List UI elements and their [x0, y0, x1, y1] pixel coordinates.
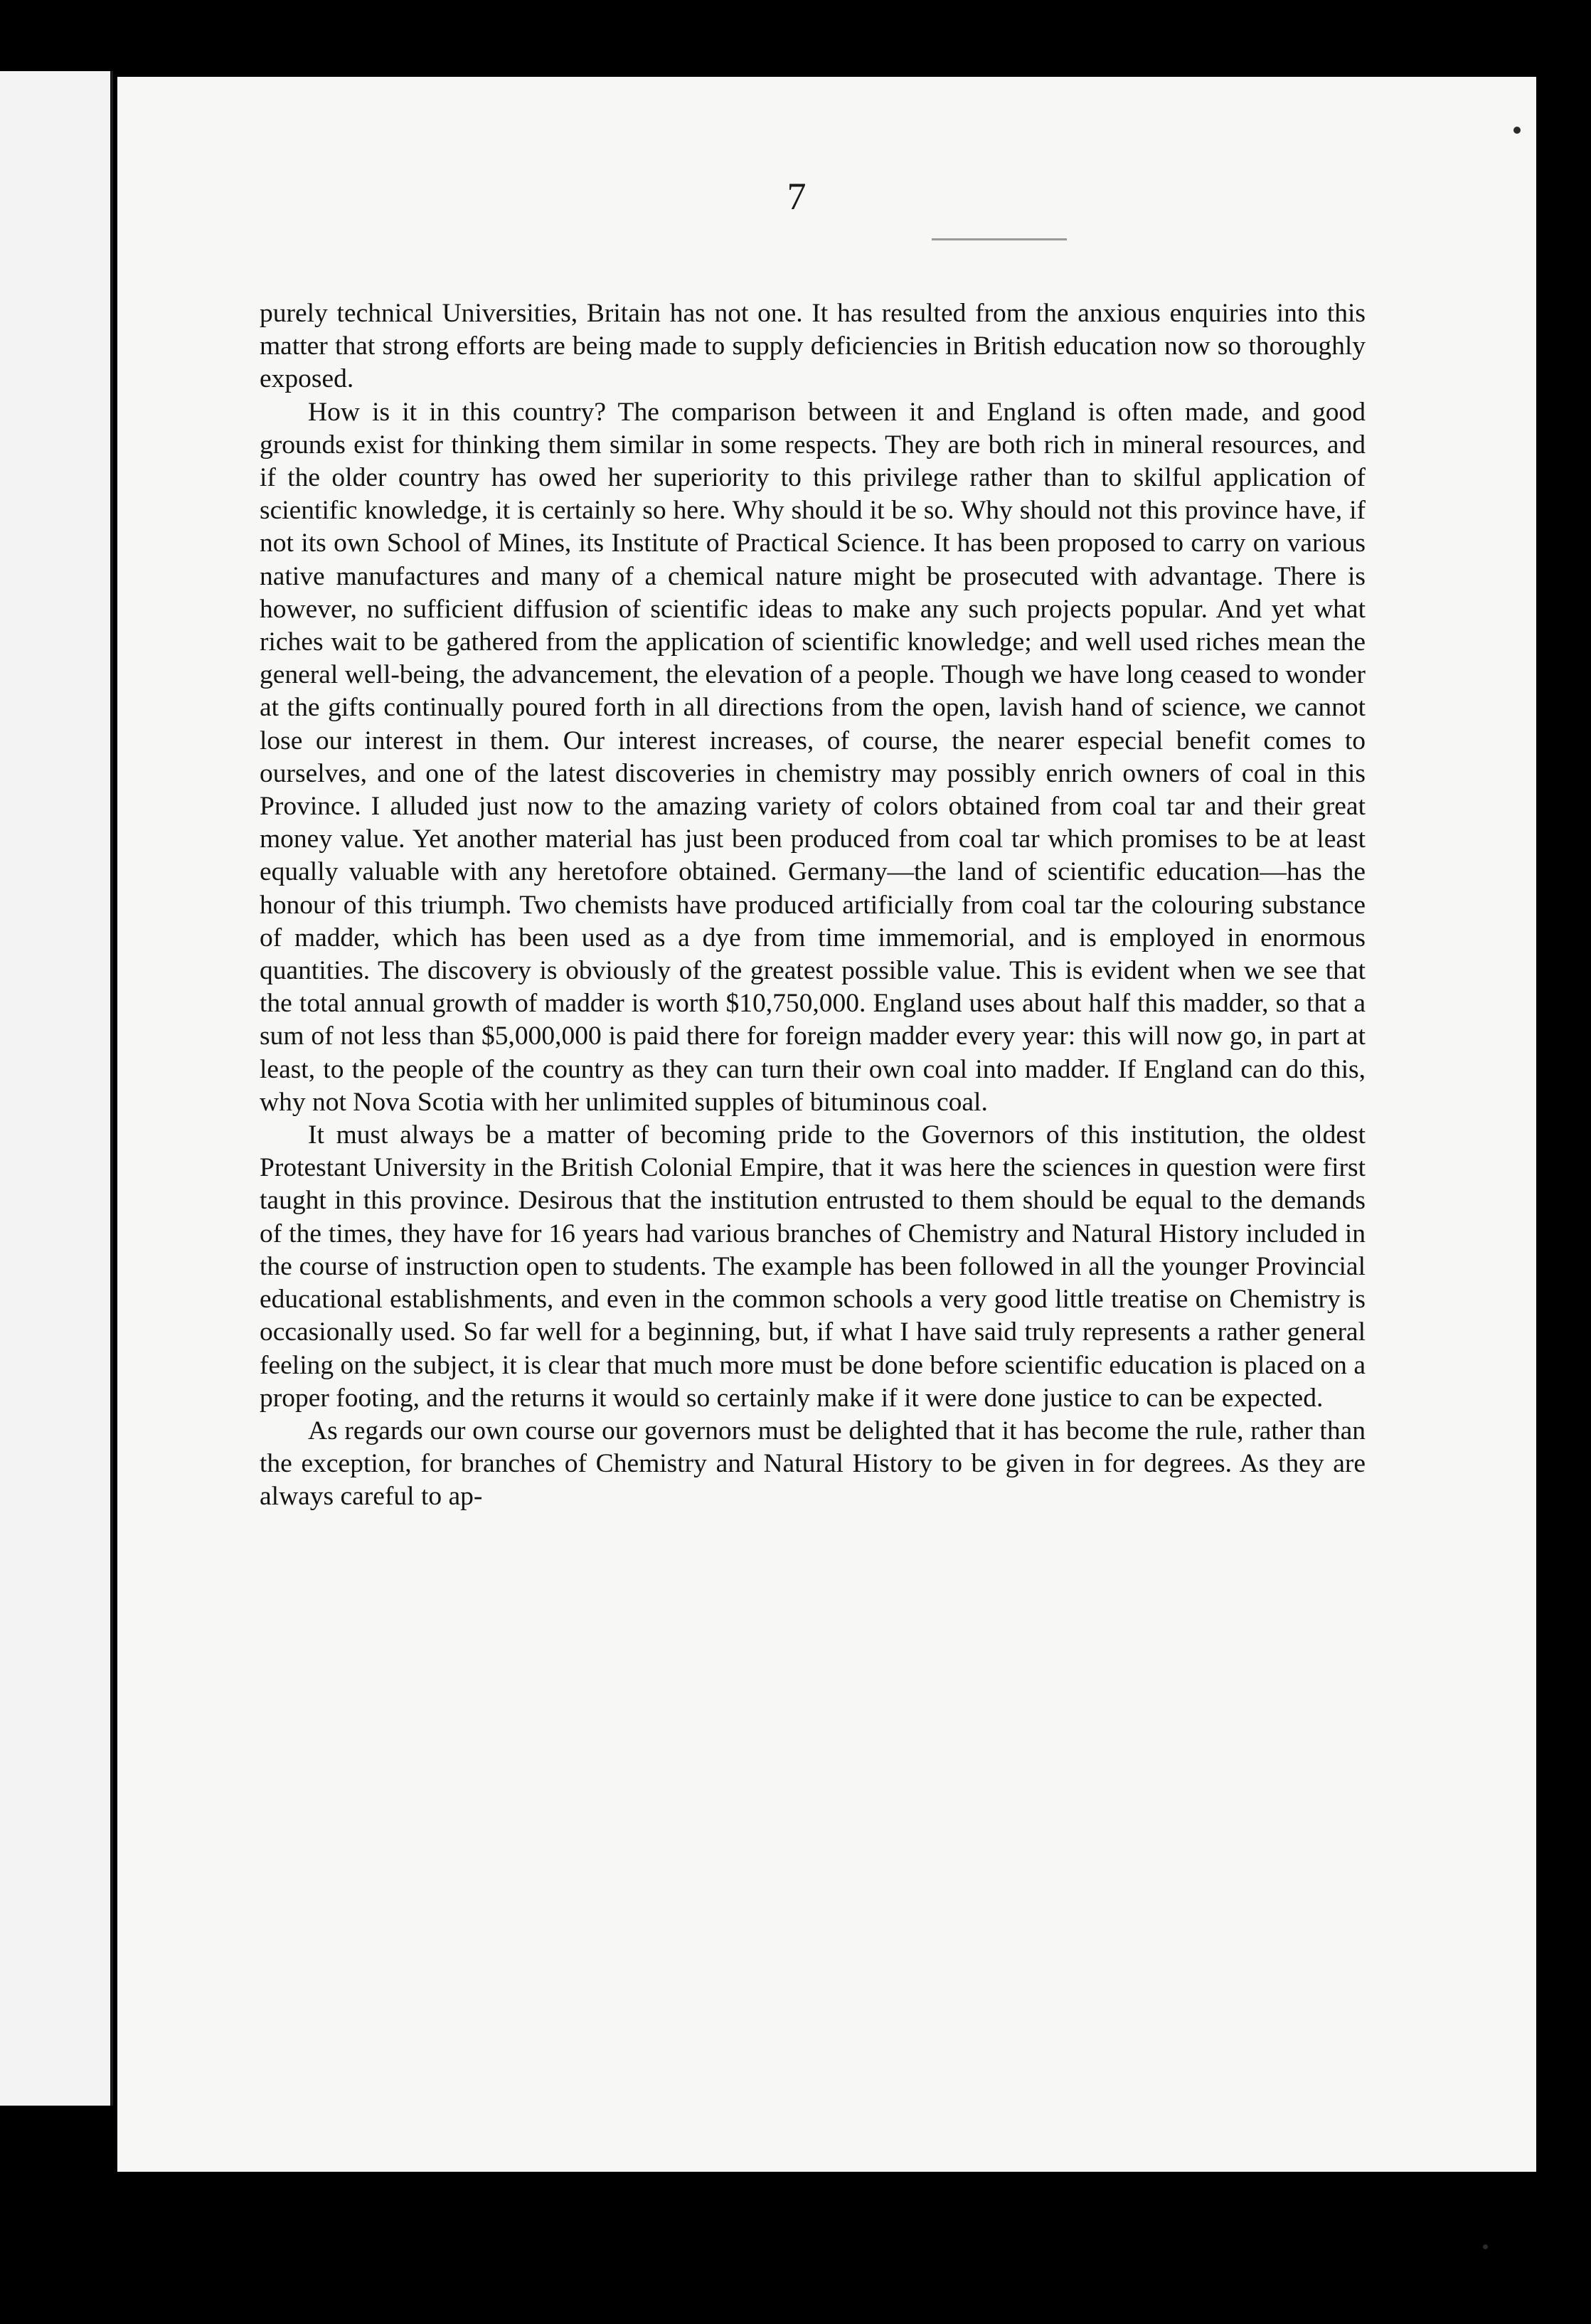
body-text [260, 297, 1366, 1514]
paragraph-country-comparison: How is it in this country? The comparison between it and England is often made, and good grounds exist for thinking them similar in some respects. They are both rich in mineral resources, and if the older country has owed her superiority to this privilege rather than to skilful application of scientific knowledge, it is certainly so here. Why should it be so. Why should not this province have, if not its own School of Mines, its Institute of Practical Science. It has been proposed to carry on various native manufactures and many of a chemical nature might be prosecuted with advantage. There is however, no sufficient diffusion of scientific ideas to make any such projects popular. And yet what riches wait to be gathered from the application of scientific knowledge; and well used riches mean the general well-being, the advancement, the elevation of a people. Though we have long ceased to wonder at the gifts continually poured forth in all directions from the open, lavish hand of science, we cannot lose our interest in them. Our interest increases, of course, the nearer especial benefit comes to ourselves, and one of the latest discoveries in chemistry may possibly enrich owners of coal in this Province. I alluded just now to the amazing variety of colors obtained from coal tar and their great money value. Yet another material has just been produced from coal tar which promises to be at least equally valuable with any heretofore obtained. Germany—the land of scientific education—has the honour of this triumph. Two chemists have produced artificially from coal tar the colouring substance of madder, which has been used as a dye from time immemorial, and is employed in enormous quantities. The discovery is obviously of the greatest possible value. This is evident when we see that the total annual growth of madder is worth $10,750,000. England uses about half this madder, so that a sum of not less than $5,000,000 is paid there for foreign madder every year: this will now go, in part at least, to the people of the country as they can turn their own coal into madder. If England can do this, why not Nova Scotia with her unlimited supples of bituminous coal. [260, 397, 1366, 1117]
adjacent-page-edge [0, 71, 113, 2106]
scan-speck [1513, 127, 1521, 134]
paragraph-governors-pride: It must always be a matter of becoming pride to the Governors of this institution, the oldest Protestant University in the British Colonial Empire, that it was here the sciences in question were first taught in this province. Desirous that the institution entrusted to them should be equal to the demands of the times, they have for 16 years had various branches of Chemistry and Natural History included in the course of instruction open to students. The example has been followed in all the younger Provincial educational establishments, and even in the common schools a very good little treatise on Chemistry is occasionally used. So far well for a beginning, but, if what I have said truly represents a rather general feeling on the subject, it is clear that much more must be done before scientific education is placed on a proper footing, and the returns it would so certainly make if it were done justice to can be expected. [260, 1120, 1366, 1413]
paragraph-continuation: purely technical Universities, Britain has not one. It has resulted from the anxious enquiries into this matter that strong efforts are being made to supply deficiencies in British education now so thoroughly exposed. [260, 299, 1366, 394]
page-number: 7 [787, 175, 807, 218]
header-rule [932, 238, 1067, 240]
scan-speck [1483, 2244, 1488, 2249]
paragraph-degrees: As regards our own course our governors must be delighted that it has become the rule, rather than the exception, for branches of Chemistry and Natural History to be given in for degrees. As they are always careful to ap- [260, 1416, 1366, 1512]
